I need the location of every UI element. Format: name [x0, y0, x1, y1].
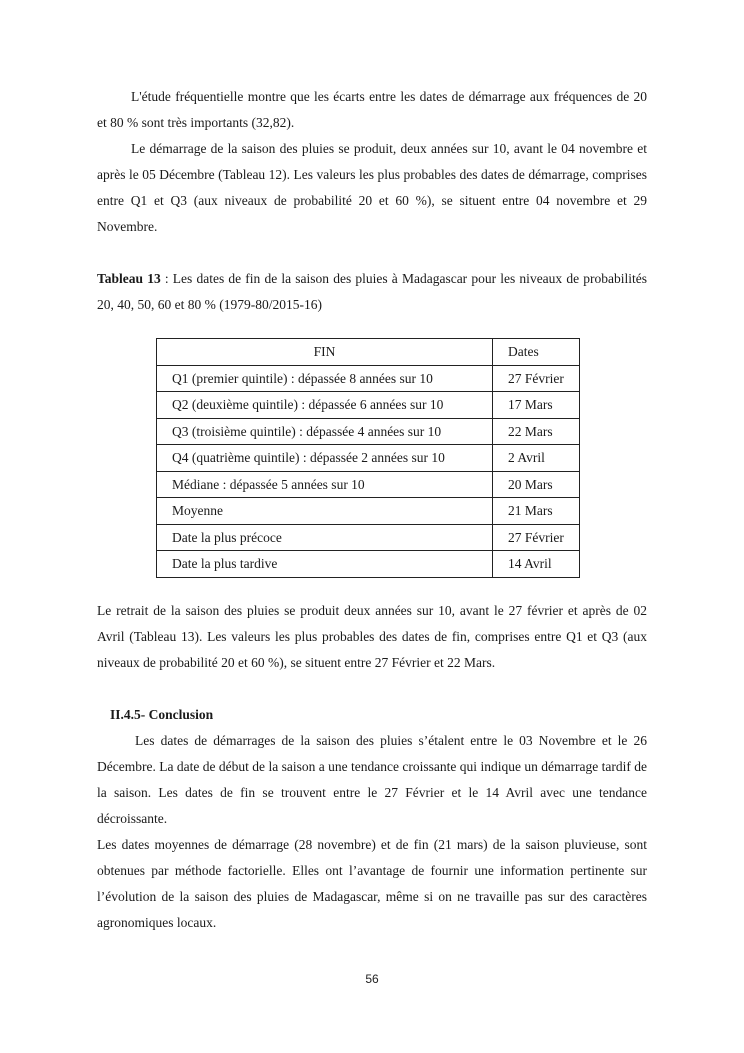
table-cell-date: 27 Février [493, 365, 580, 392]
table-header-dates: Dates [493, 339, 580, 366]
paragraph-season-start: Le démarrage de la saison des pluies se produit, deux années sur 10, avant le 04 novembre et après le 05 Décembre (Tableau 12). Les valeurs les plus probables des dates de démarrage, comprises entre Q1 et Q3 (aux niveaux de probabilité 20 et 60 %), se situent entre 04 novembre et 29 Novembre. [97, 141, 647, 234]
section-heading-conclusion: II.4.5- Conclusion [110, 706, 214, 722]
table-row [157, 418, 580, 445]
table-row [157, 551, 580, 578]
table-cell-date: 17 Mars [493, 392, 580, 419]
table-header-fin: FIN [157, 339, 493, 366]
table-cell-date: 21 Mars [493, 498, 580, 525]
end-dates-table [156, 338, 580, 578]
paragraph-season-end: Le retrait de la saison des pluies se produit deux années sur 10, avant le 27 février et après de 02 Avril (Tableau 13). Les valeurs les plus probables des dates de fin, comprises entre Q1 et Q3 (aux niveaux de probabilité 20 et 60 %), se situent entre 27 Février et 22 Mars. [97, 602, 647, 670]
paragraph-frequency-study: L'étude fréquentielle montre que les écarts entre les dates de démarrage aux fréquences de 20 et 80 % sont très importants (32,82). [97, 89, 647, 130]
table-row [157, 392, 580, 419]
table-cell-label: Q4 (quatrième quintile) : dépassée 2 années sur 10 [157, 445, 493, 472]
paragraph-conclusion-1: Les dates de démarrages de la saison des pluies s’étalent entre le 03 Novembre et le 26 Décembre. La date de début de la saison a une tendance croissante qui indique un démarrage tardif de la saison. Les dates de fin se trouvent entre le 27 Février et le 14 Avril avec une tendance décroissante. [97, 732, 647, 826]
table-cell-date: 20 Mars [493, 471, 580, 498]
table-caption-label: Tableau 13 [97, 271, 161, 286]
table-cell-label: Médiane : dépassée 5 années sur 10 [157, 471, 493, 498]
table-cell-date: 14 Avril [493, 551, 580, 578]
table-cell-label: Date la plus précoce [157, 524, 493, 551]
paragraph-conclusion-2: Les dates moyennes de démarrage (28 novembre) et de fin (21 mars) de la saison pluvieuse, sont obtenues par méthode factorielle. Elles ont l’avantage de fournir une information pertinente sur l’évolution de la saison des pluies de Madagascar, même si on ne travaille pas sur des caractères agronomiques locaux. [97, 836, 647, 930]
table-cell-date: 27 Février [493, 524, 580, 551]
table-row [157, 471, 580, 498]
table-row [157, 365, 580, 392]
table-row [157, 445, 580, 472]
page-number: 56 [365, 972, 379, 986]
table-caption [97, 266, 647, 318]
table-cell-label: Moyenne [157, 498, 493, 525]
table-cell-label: Q3 (troisième quintile) : dépassée 4 années sur 10 [157, 418, 493, 445]
table-cell-date: 2 Avril [493, 445, 580, 472]
table-cell-date: 22 Mars [493, 418, 580, 445]
table-cell-label: Date la plus tardive [157, 551, 493, 578]
table-row [157, 498, 580, 525]
table-caption-text: : Les dates de fin de la saison des pluies à Madagascar pour les niveaux de probabilités 20, 40, 50, 60 et 80 % (1979-80/2015-16) [97, 271, 647, 312]
table-cell-label: Q2 (deuxième quintile) : dépassée 6 années sur 10 [157, 392, 493, 419]
table-header-row [157, 339, 580, 366]
document-body [97, 84, 647, 936]
table-row [157, 524, 580, 551]
table-cell-label: Q1 (premier quintile) : dépassée 8 années sur 10 [157, 365, 493, 392]
